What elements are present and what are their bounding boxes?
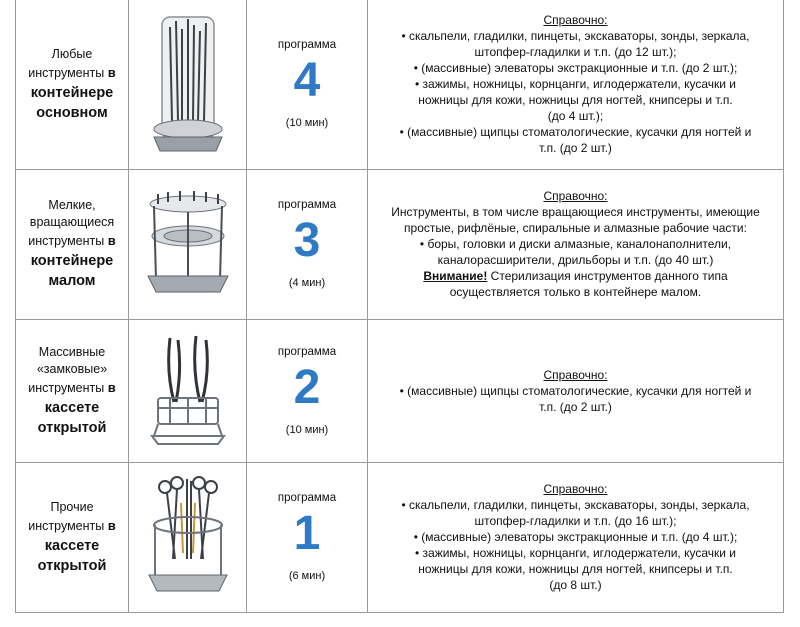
warning-text: Стерилизация инструментов данного типа	[487, 269, 728, 283]
program-number: 1	[293, 507, 321, 560]
reference-line: штопфер-гладилки и т.п. (до 12 шт.);	[474, 45, 677, 60]
container-kind: основном	[36, 104, 108, 121]
program-number: 3	[293, 214, 321, 267]
program-cell	[247, 169, 368, 319]
warning-text: осуществляется только в контейнере малом.	[449, 285, 702, 299]
program-label: программа	[277, 39, 337, 52]
forceps-rack-icon	[148, 332, 228, 450]
program-label: программа	[277, 199, 337, 211]
program-number: 2	[293, 360, 321, 414]
reference-line: (до 8 шт.)	[549, 578, 602, 592]
reference-line: • (массивные) элеваторы экстракционные и т.п. (до 4 шт.);	[413, 530, 738, 544]
container-kind: открытой	[37, 419, 107, 436]
instrument-type-text: Мелкие, вращающиеся инструменты в	[28, 198, 116, 248]
instrument-image-cell	[129, 319, 247, 462]
table-row	[16, 319, 784, 462]
program-duration: (10 мин)	[285, 117, 329, 130]
reference-line: простые, рифлёные, спиральные и алмазные рабочие части:	[404, 221, 747, 235]
reference-line: • (массивные) щипцы стоматологические, кусачки для ногтей и	[399, 383, 752, 398]
warning-label: Внимание!	[423, 269, 488, 283]
container-name: контейнере	[30, 253, 114, 269]
program-cell	[247, 462, 368, 612]
reference-line: штопфер-гладилки и т.п. (до 16 шт.);	[474, 514, 677, 528]
program-number: 4	[293, 54, 321, 108]
reference-line: Инструменты, в том числе вращающиеся инструменты, имеющие	[391, 205, 760, 219]
reference-line: т.п. (до 2 шт.)	[539, 399, 612, 414]
instrument-image-cell	[129, 0, 247, 169]
reference-line: ножницы для кожи, ножницы для ногтей, книпсеры и т.п.	[418, 93, 733, 108]
reference-title: Справочно:	[543, 367, 608, 382]
container-kind: малом	[48, 273, 96, 289]
reference-line: • боры, головки и диски алмазные, каналонаполнители,	[419, 237, 732, 251]
reference-cell	[368, 169, 784, 319]
table-row	[16, 169, 784, 319]
container-name: кассете	[44, 399, 100, 416]
sterilization-programs-table	[15, 0, 784, 613]
program-duration: (4 мин)	[288, 277, 326, 289]
reference-line: каналорасширители, дрильборы и т.п. (до 40 шт.)	[437, 253, 714, 267]
instrument-holder-cylinder-icon	[148, 9, 228, 159]
container-kind: открытой	[37, 557, 107, 574]
instrument-type-cell	[16, 319, 129, 462]
reference-line: • (массивные) щипцы стоматологические, кусачки для ногтей и	[399, 125, 752, 140]
reference-cell	[368, 462, 784, 612]
program-cell	[247, 0, 368, 169]
reference-cell	[368, 319, 784, 462]
instrument-type-text: Массивные «замковые» инструменты в	[28, 344, 116, 395]
reference-line: т.п. (до 2 шт.)	[539, 141, 612, 156]
reference-line: • зажимы, ножницы, корнцанги, иглодержатели, кусачки и	[414, 546, 737, 560]
rotary-tool-rack-icon	[140, 188, 236, 300]
container-name: кассете	[44, 537, 100, 554]
reference-line: (до 4 шт.);	[547, 109, 604, 124]
reference-line: • зажимы, ножницы, корнцанги, иглодержатели, кусачки и	[414, 77, 737, 92]
program-label: программа	[277, 345, 337, 358]
instrument-type-text: Прочие инструменты в	[28, 499, 116, 533]
container-name: контейнере	[30, 84, 114, 101]
warning-line	[374, 268, 777, 284]
instrument-type-text: Любые инструменты в	[28, 46, 116, 80]
program-duration: (10 мин)	[285, 423, 329, 436]
instrument-image-cell	[129, 169, 247, 319]
table-row	[16, 462, 784, 612]
program-duration: (6 мин)	[288, 570, 326, 582]
instrument-image-cell	[129, 462, 247, 612]
reference-title: Справочно:	[543, 13, 608, 28]
instrument-type-cell	[16, 462, 129, 612]
reference-line: • скальпели, гладилки, пинцеты, экскаваторы, зонды, зеркала,	[401, 29, 750, 44]
reference-title: Справочно:	[543, 482, 608, 496]
reference-title: Справочно:	[543, 189, 608, 203]
program-cell	[247, 319, 368, 462]
reference-line: • (массивные) элеваторы экстракционные и т.п. (до 2 шт.);	[413, 61, 738, 76]
reference-cell	[368, 0, 784, 169]
scissors-rack-icon	[145, 473, 231, 601]
reference-line: ножницы для кожи, ножницы для ногтей, книпсеры и т.п.	[418, 562, 733, 576]
table-row	[16, 0, 784, 169]
instrument-type-cell	[16, 169, 129, 319]
reference-line: • скальпели, гладилки, пинцеты, экскаваторы, зонды, зеркала,	[401, 498, 750, 512]
instrument-type-cell	[16, 0, 129, 169]
program-label: программа	[277, 492, 337, 504]
